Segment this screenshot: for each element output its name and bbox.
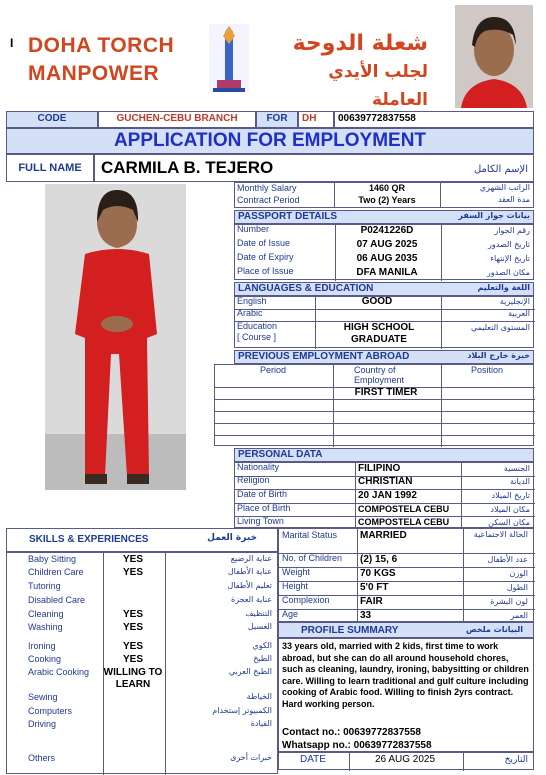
skill-row	[6, 706, 278, 718]
full-name-value: CARMILA B. TEJERO	[94, 154, 534, 182]
nationality-ar: الجنسية	[503, 464, 530, 473]
country-column-header: Country of Employment	[354, 365, 405, 385]
skill-label: Tutoring	[28, 581, 61, 591]
languages-title: LANGUAGES & EDUCATION	[238, 283, 374, 294]
passport-title: PASSPORT DETAILS	[238, 211, 338, 222]
profile-section-header	[278, 622, 534, 638]
skill-row	[6, 692, 278, 704]
religion-ar: الديانة	[509, 477, 530, 486]
contract-period-ar: مدة العقد	[498, 195, 530, 204]
header-bullet: I	[10, 36, 14, 50]
skill-ar: الغسيل	[247, 622, 272, 631]
skill-value: YES	[122, 609, 143, 620]
logo-line-2: MANPOWER	[28, 62, 160, 85]
profile-summary-text: 33 years old, married with 2 kids, first time to work abroad, but she can do all around household chores, such as cleaning, laundry, ironing, babysitting or children care. Willing to learn traditional and gulf culture including cooking of Arabic food. Willing to finish 2yrs contract. Hard working person.	[282, 641, 529, 709]
height-ar: الطول	[506, 583, 528, 592]
weight-value: 70 KGS	[360, 568, 396, 579]
marital-status-value: MARRIED	[360, 530, 407, 541]
period-column-header: Period	[259, 365, 286, 375]
skills-title-ar: خبرة العمل	[207, 533, 257, 543]
passport-number-value: P0241226D	[360, 225, 414, 236]
height-label: Height	[282, 581, 309, 591]
children-value: (2) 15, 6	[360, 554, 398, 565]
logo-line-1: DOHA TORCH	[28, 34, 175, 57]
skill-row	[6, 581, 278, 593]
contact-number: Contact no.: 00639772837558	[282, 727, 421, 738]
birth-place-value: COMPOSTELA CEBU	[358, 504, 450, 514]
branch-value: GUCHEN-CEBU BRANCH	[98, 111, 256, 128]
skills-rows	[6, 552, 278, 774]
nationality-label: Nationality	[237, 462, 280, 472]
skill-label: Washing	[28, 622, 63, 632]
skill-ar: تعليم الأطفال	[227, 581, 272, 590]
religion-value: CHRISTIAN	[358, 476, 413, 487]
logo-ar-line-1: شعلة الدوحة	[292, 31, 428, 56]
applicant-full-body-photo	[45, 184, 186, 490]
passport-number-label: Number	[237, 224, 270, 234]
marital-status-ar: الحالة الاجتماعية	[473, 530, 528, 539]
religion-label: Religion	[237, 475, 270, 485]
skill-ar: القيادة	[250, 719, 272, 728]
date-value: 26 AUG 2025	[374, 754, 436, 765]
skill-row	[6, 622, 278, 634]
complexion-ar: لون البشرة	[490, 597, 528, 606]
logo-ar-line-2: لجلب الأيدي العاملة	[328, 62, 428, 110]
arabic-label: Arabic	[237, 308, 263, 318]
prev-employment-title: PREVIOUS EMPLOYMENT ABROAD	[238, 351, 410, 362]
complexion-value: FAIR	[360, 596, 383, 607]
nationality-value: FILIPINO	[358, 463, 401, 474]
education-sublabel: [ Course ]	[237, 332, 277, 342]
children-ar: عدد الأطفال	[487, 555, 528, 564]
skill-ar: عناية الأطفال	[227, 567, 272, 576]
for-label: FOR	[256, 111, 298, 128]
age-label: Age	[282, 609, 299, 619]
contract-period-label: Contract Period	[237, 195, 300, 205]
education-value: HIGH SCHOOL GRADUATE	[343, 322, 415, 345]
position-column-header: Position	[470, 365, 504, 375]
english-ar: الإنجليزية	[499, 297, 530, 306]
passport-expiry-value: 06 AUG 2035	[356, 253, 418, 264]
personal-section-header	[234, 448, 534, 462]
code-phone: 00639772837558	[334, 111, 534, 128]
date-label: DATE	[300, 754, 326, 765]
skills-section-header	[6, 528, 278, 552]
full-name-ar-label: الإسم الكامل	[473, 164, 528, 175]
age-value: 33	[360, 610, 372, 621]
passport-issue-ar: تاريخ الصدور	[488, 240, 530, 249]
skill-row	[6, 641, 278, 653]
skill-ar: عناية العجزة	[231, 595, 272, 604]
living-town-ar: مكان السكن	[488, 518, 530, 527]
skill-label: Cooking	[28, 654, 62, 664]
monthly-salary-label: Monthly Salary	[237, 183, 297, 193]
passport-place-ar: مكان الصدور	[486, 268, 530, 277]
passport-place-label: Place of Issue	[237, 266, 294, 276]
skill-label: Ironing	[28, 641, 56, 651]
logo-text-ar	[268, 30, 428, 114]
monthly-salary-value: 1460 QR	[368, 183, 406, 193]
torch-tower-logo-icon	[203, 22, 255, 94]
skill-ar: الطبخ العربي	[228, 667, 272, 676]
skill-label: Others	[28, 753, 56, 763]
skill-label: Sewing	[28, 692, 58, 702]
english-value: GOOD	[361, 296, 393, 307]
full-body-figure-icon	[45, 184, 186, 490]
passport-issue-value: 07 AUG 2025	[356, 239, 418, 250]
full-name-label: FULL NAME	[6, 154, 94, 182]
skill-row	[6, 654, 278, 666]
skill-ar: الكمبيوتر إستخدام	[212, 706, 272, 715]
skill-label: Arabic Cooking	[28, 667, 90, 677]
skill-row	[6, 667, 278, 691]
english-label: English	[237, 296, 267, 306]
skill-label: Children Care	[28, 567, 84, 577]
weight-ar: الوزن	[509, 569, 528, 578]
skill-label: Disabled Care	[28, 595, 86, 605]
skill-row	[6, 595, 278, 607]
skill-ar: خبرات أخرى	[230, 753, 272, 762]
profile-title: PROFILE SUMMARY	[301, 625, 399, 636]
skill-ar: التنظيف	[245, 609, 272, 618]
languages-title-ar: اللغة والتعليم	[477, 283, 530, 292]
education-ar: المستوى التعليمي	[470, 323, 530, 332]
skill-label: Driving	[28, 719, 57, 729]
applicant-portrait-photo	[455, 5, 533, 108]
skill-row	[6, 609, 278, 621]
birth-date-value: 20 JAN 1992	[358, 490, 417, 501]
personal-title: PERSONAL DATA	[238, 449, 323, 460]
skill-row	[6, 567, 278, 579]
passport-title-ar: بيانات جواز السفر	[458, 211, 530, 220]
skills-title: SKILLS & EXPERIENCES	[29, 534, 149, 545]
arabic-ar: العربية	[508, 309, 530, 318]
birth-place-ar: مكان الميلاد	[490, 505, 530, 514]
contract-period-value: Two (2) Years	[358, 195, 416, 205]
weight-label: Weight	[282, 567, 310, 577]
education-label: Education	[237, 321, 278, 331]
birth-date-label: Date of Birth	[237, 489, 288, 499]
living-town-label: Living Town	[237, 516, 284, 526]
whatsapp-number: Whatsapp no.: 00639772837558	[282, 740, 432, 751]
prev-employment-title-ar: خبرة خارج البلاد	[467, 351, 530, 360]
skill-label: Cleaning	[28, 609, 64, 619]
monthly-salary-ar: الراتب الشهري	[479, 183, 530, 192]
passport-expiry-ar: تاريخ الإنتهاء	[490, 254, 530, 263]
skill-label: Computers	[28, 706, 73, 716]
living-town-value: COMPOSTELA CEBU	[358, 517, 450, 527]
profile-title-ar: البيانات ملخص	[465, 625, 523, 634]
skill-row	[6, 753, 278, 765]
skill-ar: الخياطة	[246, 692, 272, 701]
complexion-label: Complexion	[282, 595, 330, 605]
for-value: DH	[298, 111, 334, 128]
skill-value: YES	[122, 641, 143, 652]
skill-row	[6, 719, 278, 731]
passport-place-value: DFA MANILA	[356, 267, 418, 278]
passport-number-ar: رقم الجواز	[494, 226, 530, 235]
portrait-figure-icon	[455, 5, 533, 108]
code-label: CODE	[6, 111, 98, 128]
age-ar: العمر	[510, 611, 528, 620]
passport-expiry-label: Date of Expiry	[237, 252, 294, 262]
skill-ar: الطبخ	[253, 654, 272, 663]
passport-issue-label: Date of Issue	[237, 238, 291, 248]
skill-value: YES	[122, 567, 143, 578]
birth-place-label: Place of Birth	[237, 503, 291, 513]
skill-ar: الكوي	[252, 641, 272, 650]
date-ar: التاريخ	[504, 755, 528, 765]
birth-date-ar: تاريخ الميلاد	[491, 491, 530, 500]
form-title: APPLICATION FOR EMPLOYMENT	[6, 128, 534, 154]
skill-row	[6, 554, 278, 566]
height-value: 5'0 FT	[360, 582, 389, 593]
skill-value: YES	[122, 622, 143, 633]
logo-text-en	[28, 32, 174, 88]
skill-value: WILLING TO LEARN	[103, 667, 163, 690]
skill-value: YES	[122, 554, 143, 565]
children-label: No. of Children	[282, 553, 343, 563]
first-timer-value: FIRST TIMER	[354, 387, 418, 398]
skill-ar: عناية الرضيع	[230, 554, 272, 563]
marital-status-label: Marital Status	[282, 530, 338, 540]
skill-label: Baby Sitting	[28, 554, 77, 564]
skill-value: YES	[122, 654, 143, 665]
